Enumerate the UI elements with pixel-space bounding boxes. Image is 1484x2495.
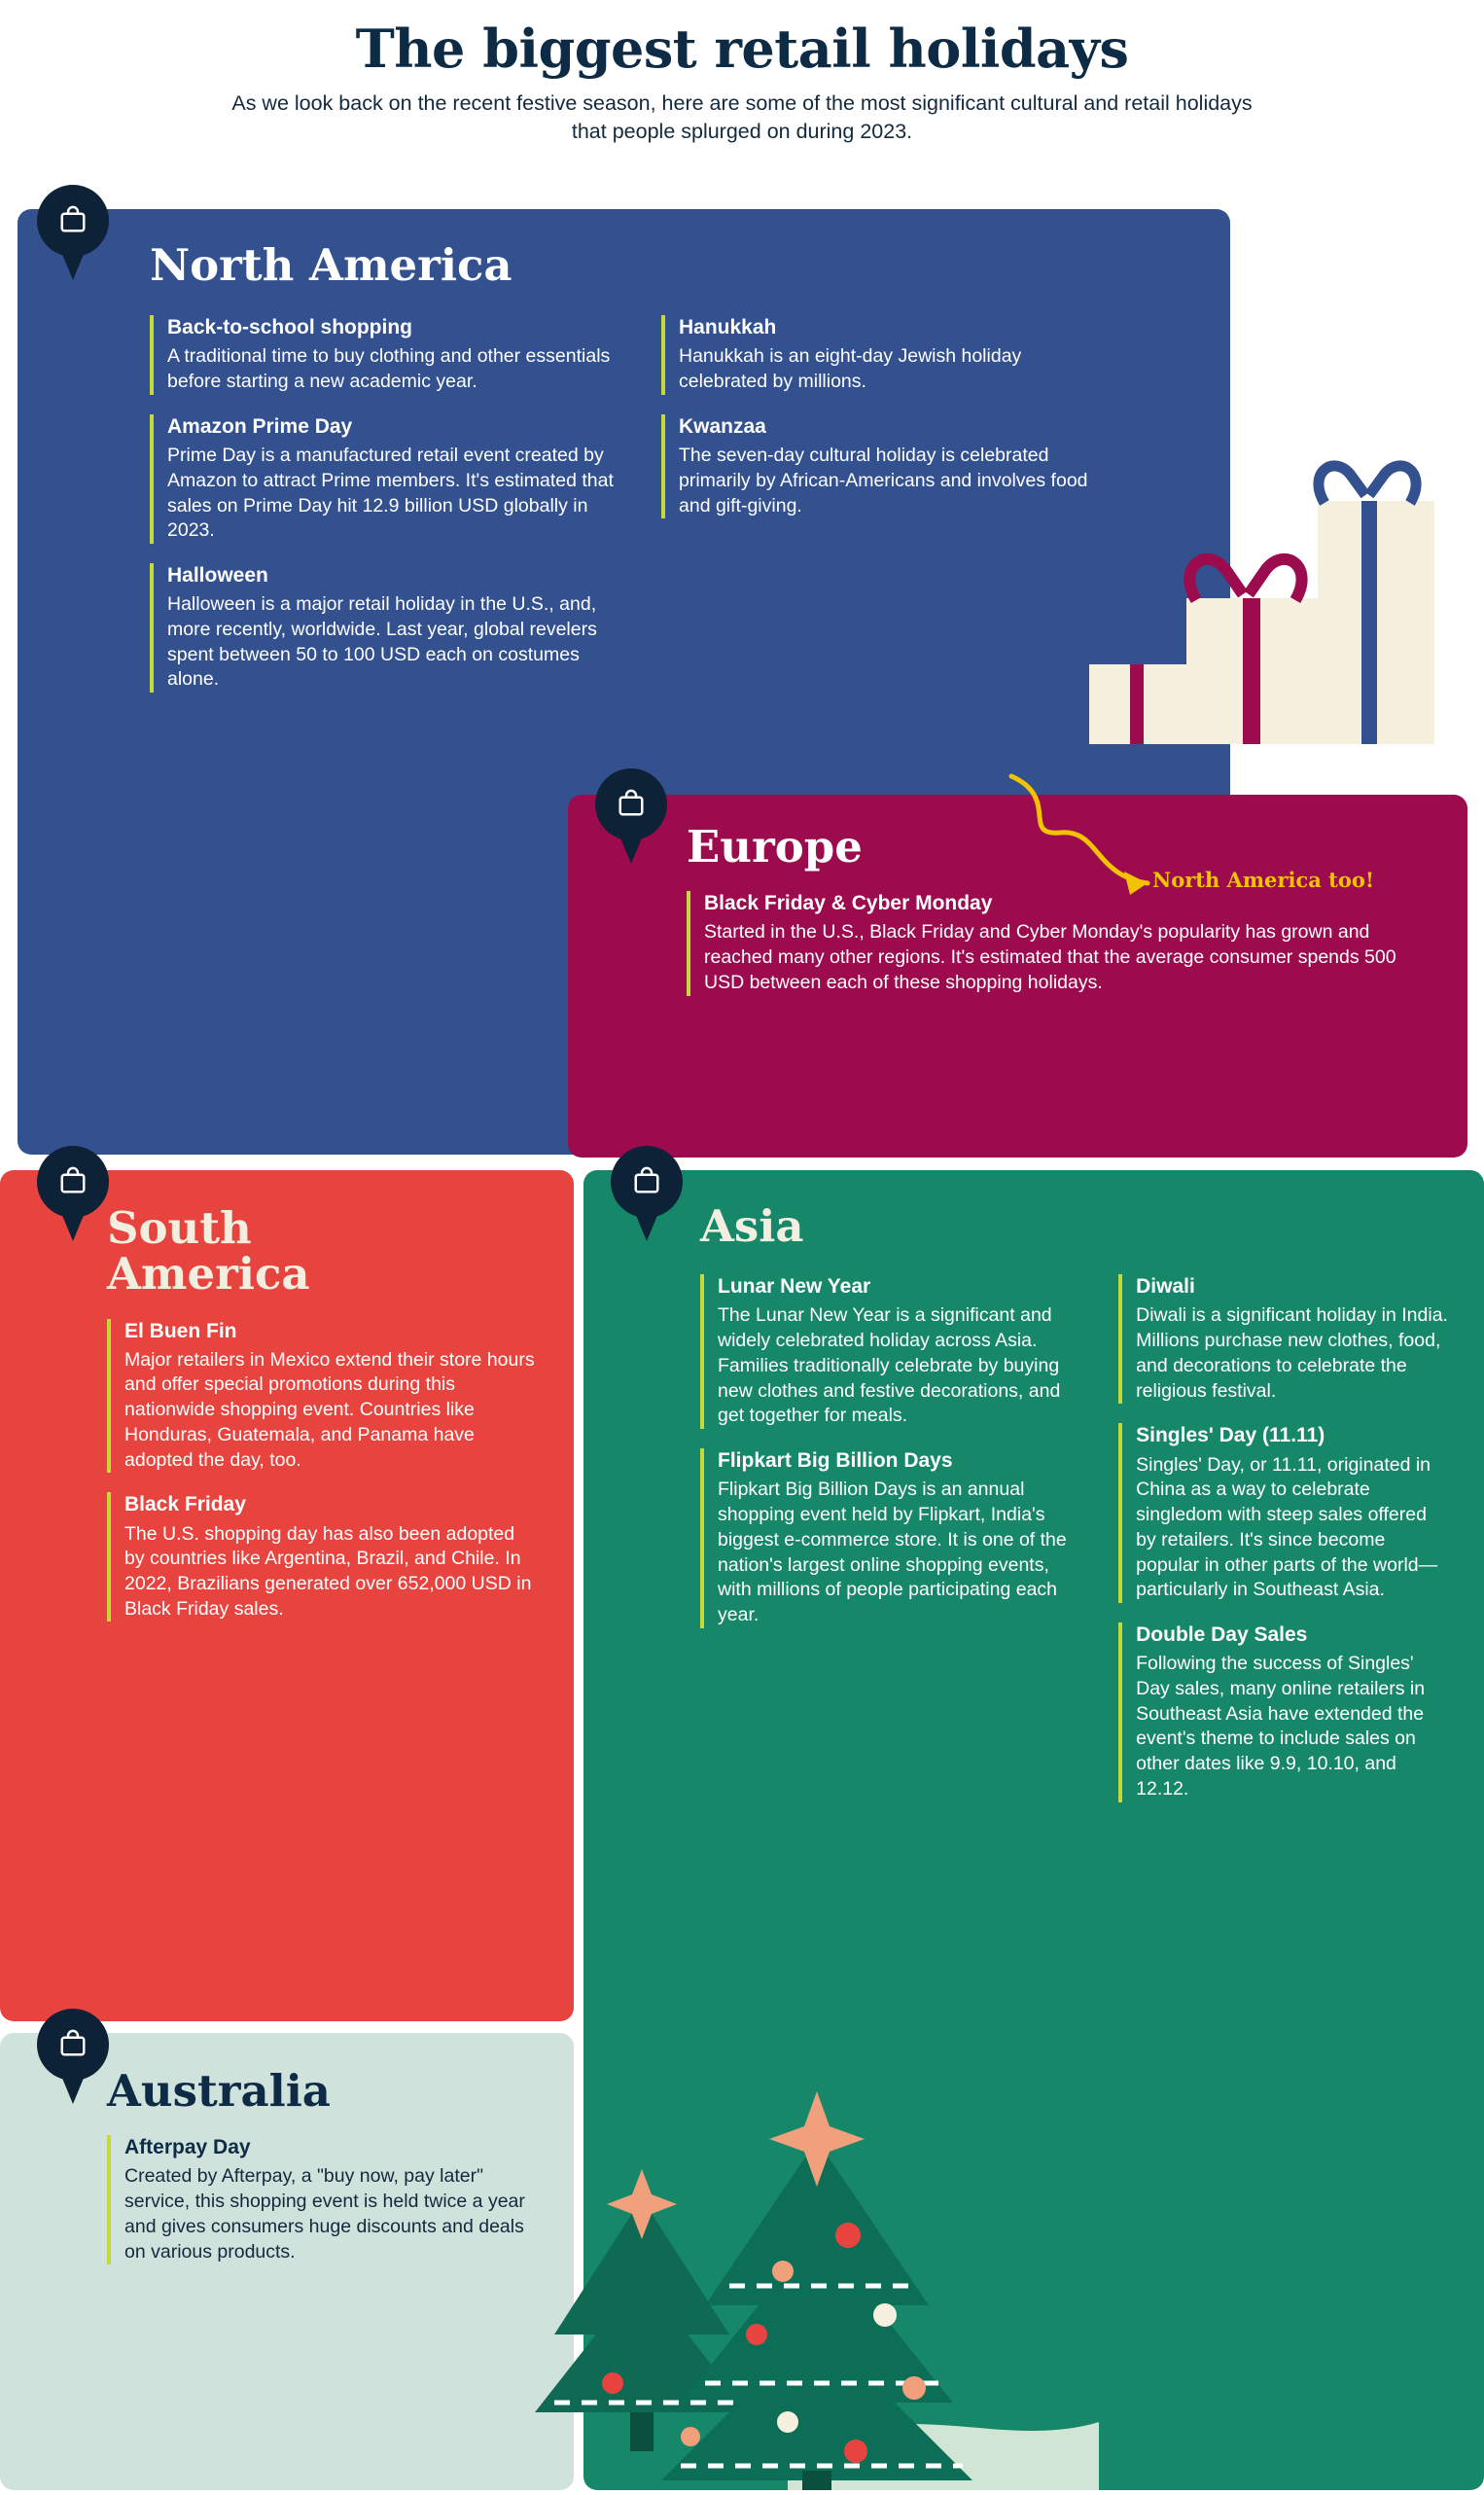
- holiday-entry: [700, 1274, 1087, 1429]
- map-pin-south-america: [37, 1146, 109, 1243]
- holiday-heading: Back-to-school shopping: [167, 316, 412, 339]
- region-column: [107, 2135, 535, 2264]
- holiday-entry: [150, 563, 626, 693]
- holiday-body: Singles' Day, or 11.11, originated in China as a way to celebrate singledom with steep sales offered by retailers. It's since become popular in other parts of the world—particularly in Southeast Asia.: [1136, 1453, 1438, 1601]
- holiday-body: Halloween is a major retail holiday in the U.S., and, more recently, worldwide. Last year, global revelers spent between 50 to 100 USD each on costumes alone.: [167, 593, 597, 691]
- holiday-entry: [107, 2135, 535, 2264]
- region-title-north-america: North America: [150, 239, 512, 291]
- holiday-body: Major retailers in Mexico extend their store hours and offer special promotions during this nationwide shopping event. Countries like Honduras, Guatemala, and Panama have adopted the day, too.: [124, 1348, 535, 1471]
- map-pin-asia: [611, 1146, 683, 1243]
- pin-tail: [628, 1196, 665, 1241]
- region-column: [700, 1274, 1087, 1821]
- holiday-heading: Hanukkah: [679, 316, 777, 339]
- holiday-heading: Amazon Prime Day: [167, 414, 353, 438]
- holiday-heading: Flipkart Big Billion Days: [718, 1449, 953, 1473]
- holiday-body: Flipkart Big Billion Days is an annual shopping event held by Flipkart, India's biggest e-commerce store. It is one of the nation's largest online shopping events, with millions of people participating each year.: [718, 1479, 1067, 1625]
- christmas-trees-illustration: [496, 1994, 1099, 2490]
- holiday-body: A traditional time to buy clothing and other essentials before starting a new academic year.: [167, 345, 611, 393]
- region-column: [107, 1319, 535, 1622]
- holiday-body: Created by Afterpay, a "buy now, pay later" service, this shopping event is held twice a year and gives consumers huge discounts and deals on various products.: [124, 2165, 525, 2263]
- holiday-heading: Halloween: [167, 564, 268, 588]
- region-title-europe: Europe: [687, 821, 863, 873]
- region-panel-south-america: [0, 1170, 574, 2021]
- holiday-entry: [661, 414, 1089, 518]
- map-pin-north-america: [37, 185, 109, 282]
- page-subtitle: As we look back on the recent festive season, here are some of the most significant cultural and retail holidays that people splurged on during 2023.: [231, 91, 1253, 144]
- holiday-heading: Lunar New Year: [718, 1275, 871, 1299]
- region-column: [150, 315, 626, 712]
- holiday-heading: Diwali: [1136, 1275, 1195, 1299]
- holiday-heading: Double Day Sales: [1136, 1622, 1308, 1646]
- holiday-entry: [1118, 1423, 1449, 1603]
- holiday-entry: [150, 414, 626, 544]
- header: [0, 0, 1484, 146]
- holiday-body: The U.S. shopping day has also been adopted by countries like Argentina, Brazil, and Chile. In 2022, Brazilians generated over 652,000 USD in Black Friday sales.: [124, 1522, 532, 1620]
- holiday-heading: Singles' Day (11.11): [1136, 1424, 1325, 1447]
- holiday-body: The seven-day cultural holiday is celebrated primarily by African-Americans and involves food and gift-giving.: [679, 445, 1088, 517]
- region-column: [687, 891, 1425, 995]
- shopping-bag-icon: [58, 1166, 88, 1195]
- region-title-australia: Australia: [107, 2065, 331, 2117]
- holiday-entry: [150, 315, 626, 395]
- region-column: [1118, 1274, 1449, 1821]
- holiday-heading: Kwanzaa: [679, 414, 766, 438]
- holiday-heading: Afterpay Day: [124, 2136, 251, 2159]
- map-pin-europe: [595, 768, 667, 866]
- page-title: The biggest retail holidays: [355, 18, 1129, 80]
- holiday-entry: [1118, 1622, 1449, 1802]
- region-title-south-america: South America: [107, 1202, 310, 1301]
- holiday-body: The Lunar New Year is a significant and widely celebrated holiday across Asia. Families traditionally celebrate by buying new clothes and festive decorations, and get together for meals.: [718, 1304, 1061, 1427]
- holiday-entry: [687, 891, 1425, 995]
- holiday-heading: Black Friday: [124, 1493, 246, 1516]
- shopping-bag-icon: [617, 789, 646, 818]
- holiday-heading: El Buen Fin: [124, 1319, 237, 1342]
- holiday-entry: [1118, 1274, 1449, 1404]
- holiday-body: Started in the U.S., Black Friday and Cyber Monday's popularity has grown and reached many other regions. It's estimated that the average consumer spends 500 USD between each of these shopping holidays.: [704, 921, 1396, 993]
- holiday-entry: [700, 1448, 1087, 1628]
- holiday-body: Diwali is a significant holiday in India. Millions purchase new clothes, food, and decorations to celebrate the religious festival.: [1136, 1304, 1448, 1402]
- region-title-asia: Asia: [700, 1200, 804, 1252]
- pin-tail: [54, 1196, 91, 1241]
- region-column: [661, 315, 1089, 712]
- holiday-heading: Black Friday & Cyber Monday: [704, 892, 993, 915]
- pin-tail: [613, 819, 650, 864]
- holiday-body: Prime Day is a manufactured retail event created by Amazon to attract Prime members. It's estimated that sales on Prime Day hit 12.9 billion USD globally in 2023.: [167, 445, 614, 542]
- holiday-entry: [107, 1319, 535, 1474]
- holiday-body: Following the success of Singles' Day sales, many online retailers in Southeast Asia have extended the event's theme to include sales on other dates like 9.9, 10.10, and 12.12.: [1136, 1653, 1426, 1800]
- holiday-body: Hanukkah is an eight-day Jewish holiday celebrated by millions.: [679, 345, 1022, 393]
- holiday-entry: [661, 315, 1089, 395]
- map-pin-australia: [37, 2009, 109, 2106]
- gift-boxes-illustration: [1070, 443, 1478, 802]
- holiday-entry: [107, 1492, 535, 1622]
- shopping-bag-icon: [58, 2029, 88, 2058]
- pin-tail: [54, 235, 91, 280]
- shopping-bag-icon: [58, 205, 88, 234]
- pin-tail: [54, 2059, 91, 2104]
- shopping-bag-icon: [632, 1166, 661, 1195]
- callout-label: North America too!: [1152, 868, 1375, 892]
